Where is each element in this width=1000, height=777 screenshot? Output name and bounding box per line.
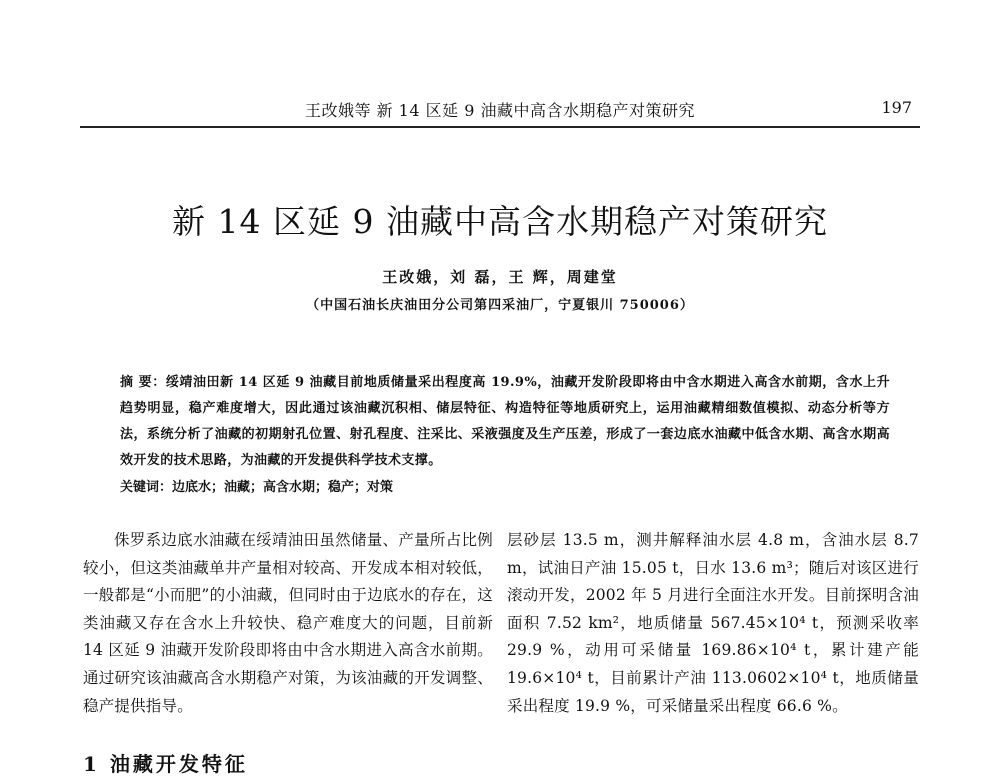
intro-paragraph: 侏罗系边底水油藏在绥靖油田虽然储量、产量所占比例较小，但这类油藏单井产量相对较高、开发成本相对较低，一般都是“小而肥”的小油藏，但同时由于边底水的存在，这类油藏又存在含水上升较快、稳产难度大的问题，目前新 14 区延 9 油藏开发阶段即将由中含水期进入高含水前期。通过研究该油藏高含水期稳产对策，为该油藏的开发调整、稳产提供指导。 xyxy=(83,531,493,715)
affiliation: （中国石油长庆油田分公司第四采油厂，宁夏银川 750006） xyxy=(306,298,694,313)
abstract-label: 摘 要： xyxy=(120,375,166,390)
page-number: 197 xyxy=(881,98,912,117)
running-title: 王改娥等 新 14 区延 9 油藏中高含水期稳产对策研究 xyxy=(305,101,695,120)
keywords-text: 边底水；油藏；高含水期；稳产；对策 xyxy=(172,480,394,495)
abstract xyxy=(120,370,890,474)
abstract-text: 绥靖油田新 14 区延 9 油藏目前地质储量采出程度高 19.9%，油藏开发阶段即将由中含水期进入高含水前期，含水上升趋势明显，稳产难度增大，因此通过该油藏沉积相、储层特征、构造特征等地质研究上，运用油藏精细数值模拟、动态分析等方法，系统分析了油藏的初期射孔位置、射孔程度、注采比、采液强度及生产压差，形成了一套边底水油藏中低含水期、高含水期高效开发的技术思路，为油藏的开发提供科学技术支撑。 xyxy=(120,375,890,468)
right-column xyxy=(507,527,919,720)
geology-paragraph: 层砂层 13.5 m，测井解释油水层 4.8 m，含油水层 8.7 m，试油日产油 15.05 t，日水 13.6 m³；随后对该区进行滚动开发，2002 年 5 月进行全面注水开发。目前探明含油面积 7.52 km²，地质储量 567.45×10⁴ t，预测采收率 29.9 %，动用可采储量 169.86×10⁴ t，累计建产能 19.6×10⁴ t，目前累计产油 113.0602×10⁴ t，地质储量采出程度 19.9 %，可采储量采出程度 66.6 %。 xyxy=(507,531,919,715)
section-heading: 1 油藏开发特征 xyxy=(83,752,248,776)
keywords-label: 关键词： xyxy=(120,480,173,495)
running-header xyxy=(80,96,920,128)
author-list: 王改娥，刘 磊，王 辉，周建堂 xyxy=(382,268,618,286)
left-column xyxy=(83,527,493,720)
keywords xyxy=(120,475,890,501)
article-title: 新 14 区延 9 油藏中高含水期稳产对策研究 xyxy=(172,202,828,241)
